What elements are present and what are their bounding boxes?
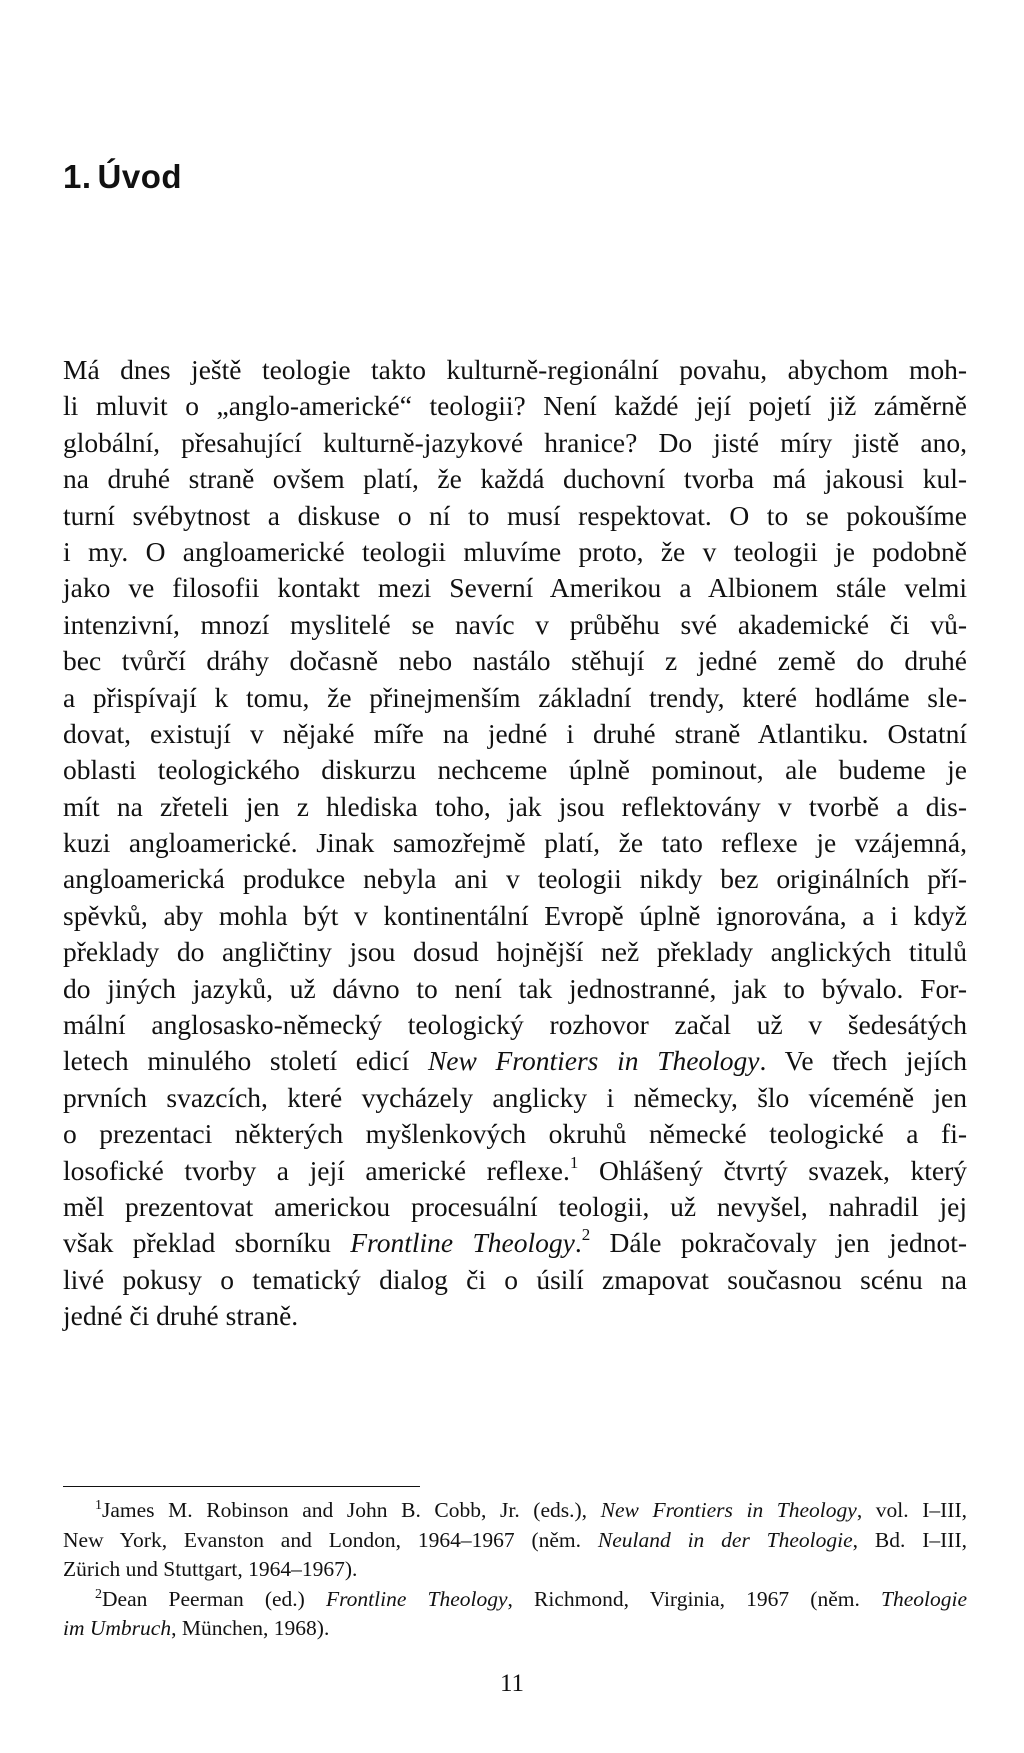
text-run: livé pokusy o tematický dialog či o úsilí zmapovat současnou scénu na bbox=[63, 1263, 967, 1295]
text-run: na druhé straně ovšem platí, že každá duchovní tvorba má jakousi kul- bbox=[63, 463, 967, 495]
body-line bbox=[63, 861, 967, 897]
body-line bbox=[63, 1262, 967, 1298]
body-paragraph bbox=[63, 352, 967, 1335]
text-run: . bbox=[574, 1227, 582, 1259]
body-line bbox=[63, 752, 967, 788]
footnotes bbox=[63, 1496, 967, 1644]
footnote-line bbox=[63, 1555, 967, 1585]
body-line bbox=[63, 1298, 967, 1334]
text-run: , Bd. I–III, bbox=[852, 1527, 967, 1552]
chapter-number: 1. bbox=[63, 158, 92, 195]
text-run: dovat, existují v nějaké míře na jedné i druhé straně Atlantiku. Ostatní bbox=[63, 717, 967, 749]
body-line bbox=[63, 643, 967, 679]
italic-title: im Umbruch bbox=[63, 1616, 172, 1640]
text-run: globální, přesahující kulturně-jazykové hranice? Do jisté míry jistě ano, bbox=[63, 426, 967, 458]
body-line bbox=[63, 898, 967, 934]
footnote-line bbox=[63, 1526, 967, 1556]
body-line bbox=[63, 680, 967, 716]
text-run: Dean Peerman (ed.) bbox=[102, 1586, 326, 1611]
footnote-marker: 1 bbox=[569, 1152, 579, 1172]
footnote-line bbox=[63, 1614, 967, 1644]
body-line bbox=[63, 607, 967, 643]
text-run: a přispívají k tomu, že přinejmenším základní trendy, které hodláme sle- bbox=[63, 681, 967, 713]
text-run: překlady do angličtiny jsou dosud hojnější než překlady anglických titulů bbox=[63, 936, 967, 968]
body-line bbox=[63, 1080, 967, 1116]
text-run: do jiných jazyků, už dávno to není tak jednostranné, jak to bývalo. For- bbox=[63, 972, 967, 1004]
text-run: intenzivní, mnozí myslitelé se navíc v průběhu své akademické či vů- bbox=[63, 608, 967, 640]
body-line bbox=[63, 1153, 967, 1189]
italic-title: New Frontiers in Theology bbox=[600, 1498, 857, 1522]
text-run: turní svébytnost a diskuse o ní to musí respektovat. O to se pokoušíme bbox=[63, 499, 967, 531]
text-run: , Richmond, Virginia, 1967 (něm. bbox=[507, 1586, 881, 1611]
text-run: jako ve filosofii kontakt mezi Severní Amerikou a Albionem stále velmi bbox=[63, 572, 967, 604]
body-line bbox=[63, 352, 967, 388]
body-line bbox=[63, 388, 967, 424]
text-run: James M. Robinson and John B. Cobb, Jr. (eds.), bbox=[102, 1498, 601, 1522]
text-run: kuzi angloamerické. Jinak samozřejmě platí, že tato reflexe je vzájemná, bbox=[63, 827, 967, 859]
body-line bbox=[63, 971, 967, 1007]
text-run: i my. O angloamerické teologii mluvíme proto, že v teologii je podobně bbox=[63, 535, 967, 567]
body-line bbox=[63, 570, 967, 606]
text-run: New York, Evanston and London, 1964–1967 (něm. bbox=[63, 1527, 598, 1552]
body-line bbox=[63, 498, 967, 534]
footnote-line bbox=[63, 1585, 967, 1615]
footnote-marker: 2 bbox=[581, 1225, 591, 1245]
text-run: mít na zřeteli jen z hlediska toho, jak jsou reflektovány v tvorbě a dis- bbox=[63, 790, 967, 822]
footnote-line bbox=[63, 1496, 967, 1526]
text-run: Dále pokračovaly jen jednot- bbox=[590, 1227, 967, 1259]
italic-title: New Frontiers in Theology bbox=[427, 1045, 760, 1077]
body-line bbox=[63, 1116, 967, 1152]
italic-title: Theologie bbox=[881, 1586, 967, 1611]
text-run: prvních svazcích, které vycházely anglicky i německy, šlo víceméně jen bbox=[63, 1081, 967, 1113]
body-line bbox=[63, 1189, 967, 1225]
footnote-marker: 1 bbox=[95, 1498, 102, 1513]
text-run: losofické tvorby a její americké reflexe. bbox=[63, 1154, 570, 1186]
text-run: mální anglosasko-německý teologický rozhovor začal už v šedesátých bbox=[63, 1009, 967, 1041]
text-run: li mluvit o „anglo-americké“ teologii? Není každé její pojetí již záměrně bbox=[63, 390, 967, 422]
text-run: oblasti teologického diskurzu nechceme úplně pominout, ale budeme je bbox=[63, 754, 967, 786]
italic-title: Frontline Theology bbox=[325, 1586, 508, 1611]
body-line bbox=[63, 534, 967, 570]
chapter-heading bbox=[63, 158, 182, 196]
text-run: , vol. I–III, bbox=[856, 1498, 967, 1522]
body-line bbox=[63, 1007, 967, 1043]
text-run: však překlad sborníku bbox=[63, 1227, 351, 1259]
italic-title: Neuland in der Theologie bbox=[597, 1527, 853, 1552]
text-run: . Ve třech jejích bbox=[759, 1045, 967, 1077]
body-line bbox=[63, 934, 967, 970]
chapter-title: Úvod bbox=[97, 158, 183, 195]
body-line bbox=[63, 825, 967, 861]
body-line bbox=[63, 716, 967, 752]
text-run: Má dnes ještě teologie takto kulturně-regionální povahu, abychom moh- bbox=[63, 354, 967, 385]
footnote-marker: 2 bbox=[95, 1586, 102, 1602]
page-number: 11 bbox=[499, 1670, 525, 1697]
text-run: spěvků, aby mohla být v kontinentální Evropě úplně ignorována, a i když bbox=[63, 899, 967, 931]
body-line bbox=[63, 789, 967, 825]
text-run: , München, 1968). bbox=[171, 1616, 330, 1640]
body-line bbox=[63, 425, 967, 461]
text-run: bec tvůrčí dráhy dočasně nebo nastálo stěhují z jedné země do druhé bbox=[63, 645, 967, 677]
text-run: letech minulého století edicí bbox=[63, 1045, 428, 1077]
text-run: jedné či druhé straně. bbox=[63, 1300, 299, 1332]
text-run: o prezentaci některých myšlenkových okruhů německé teologické a fi- bbox=[63, 1118, 967, 1150]
text-run: Ohlášený čtvrtý svazek, který bbox=[578, 1154, 967, 1186]
text-run: měl prezentovat americkou procesuální teologii, už nevyšel, nahradil jej bbox=[63, 1190, 967, 1222]
body-line bbox=[63, 461, 967, 497]
text-run: angloamerická produkce nebyla ani v teologii nikdy bez originálních pří- bbox=[63, 863, 967, 895]
footnote-separator bbox=[63, 1486, 420, 1487]
italic-title: Frontline Theology bbox=[350, 1227, 575, 1259]
body-line bbox=[63, 1043, 967, 1079]
body-line bbox=[63, 1225, 967, 1261]
text-run: Zürich und Stuttgart, 1964–1967). bbox=[63, 1557, 358, 1581]
